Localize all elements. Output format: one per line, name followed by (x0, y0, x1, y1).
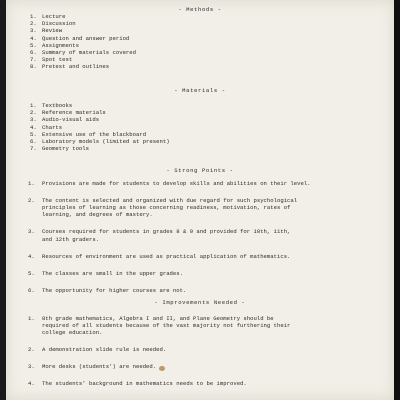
list-item (30, 145, 380, 152)
item-number: 6. (28, 286, 35, 294)
item-number: 2. (30, 109, 37, 117)
improvements-heading: - Improvements Needed - (154, 299, 246, 306)
item-number: 4. (30, 123, 37, 131)
scan-edge (394, 0, 400, 400)
item-text: Textbooks (42, 102, 73, 109)
item-number: 3. (30, 27, 37, 35)
list-item (28, 346, 378, 353)
list-item (30, 116, 380, 123)
item-text: The classes are small in the upper grades. (42, 269, 183, 277)
item-number: 6. (30, 49, 37, 57)
strong-points-list (28, 180, 378, 304)
item-number: 5. (28, 269, 35, 277)
item-text: Laboratory models (limited at present) (42, 138, 170, 146)
item-text: 8th grade mathematics, Algebra I and II, and Plane Geometry should be required of all students because of the vast majority not furthering their college education. (42, 315, 291, 337)
list-item (30, 56, 380, 63)
item-number: 2. (28, 197, 35, 204)
item-number: 3. (30, 116, 37, 124)
list-item (30, 13, 380, 20)
list-item (30, 35, 380, 42)
item-text: A demonstration slide rule is needed. (42, 346, 167, 354)
item-text: Pretest and outlines (42, 63, 110, 71)
item-number: 4. (28, 252, 35, 260)
item-text: Reference materials (42, 109, 106, 117)
item-text: Provisions are made for students to develop skills and abilities on their level. (42, 180, 311, 187)
list-item (28, 253, 378, 260)
document-page (6, 0, 394, 400)
list-item (30, 20, 380, 27)
materials-heading: - Materials - (174, 87, 226, 94)
item-number: 2. (30, 20, 37, 28)
item-text: Resources of environment are used as practical application of mathematics. (42, 252, 291, 260)
item-text: Summary of materials covered (42, 49, 136, 57)
item-number: 2. (28, 346, 35, 354)
item-text: The content is selected and organized with due regard for such psychological principles of learning as those concerning readiness, motivation, rates of learning, and degrees of mastery. (42, 197, 298, 219)
item-number: 3. (28, 363, 35, 371)
methods-list (30, 13, 380, 71)
item-number: 6. (30, 138, 37, 146)
item-text: Courses required for students in grades 8 & 9 and provided for 10th, 11th, and 12th graders. (42, 228, 291, 243)
list-item (30, 102, 380, 109)
item-text: More desks (students') are needed. (42, 363, 157, 371)
item-text: Assignments (42, 41, 79, 49)
list-item (30, 63, 380, 70)
item-number: 5. (30, 41, 37, 49)
list-item (28, 287, 378, 294)
item-text: The students' background in mathematics needs to be improved. (42, 380, 247, 388)
item-text: Question and answer period (42, 34, 130, 42)
list-item (28, 315, 378, 337)
list-item (28, 180, 378, 187)
item-text: Spot test (42, 56, 73, 64)
materials-list (30, 102, 380, 152)
methods-heading: - Methods - (178, 6, 222, 13)
paper-stain (159, 366, 165, 371)
item-number: 4. (28, 380, 35, 388)
item-text: Review (42, 27, 63, 35)
item-number: 8. (30, 63, 37, 71)
list-item (30, 124, 380, 131)
list-item (30, 49, 380, 56)
item-text: The opportunity for higher courses are not. (42, 286, 187, 294)
list-item (28, 228, 378, 242)
item-text: Geometry tools (42, 145, 89, 153)
item-number: 5. (30, 130, 37, 138)
item-number: 7. (30, 145, 37, 153)
list-item (30, 109, 380, 116)
item-number: 1. (30, 102, 37, 109)
item-text: Audio-visual aids (42, 116, 100, 124)
list-item (28, 363, 378, 370)
list-item (30, 131, 380, 138)
list-item (30, 138, 380, 145)
list-item (28, 380, 378, 387)
improvements-list (28, 315, 378, 397)
strong-points-heading: - Strong Points - (166, 167, 234, 174)
list-item (30, 27, 380, 34)
item-number: 1. (28, 180, 35, 187)
item-number: 1. (28, 315, 35, 322)
item-text: Charts (42, 123, 63, 131)
item-number: 3. (28, 228, 35, 236)
item-number: 7. (30, 56, 37, 64)
item-number: 4. (30, 34, 37, 42)
list-item (28, 270, 378, 277)
item-text: Discussion (42, 20, 76, 28)
item-text: Extensive use of the blackboard (42, 130, 147, 138)
list-item (30, 42, 380, 49)
list-item (28, 197, 378, 219)
item-number: 1. (30, 13, 37, 20)
item-text: Lecture (42, 13, 66, 20)
